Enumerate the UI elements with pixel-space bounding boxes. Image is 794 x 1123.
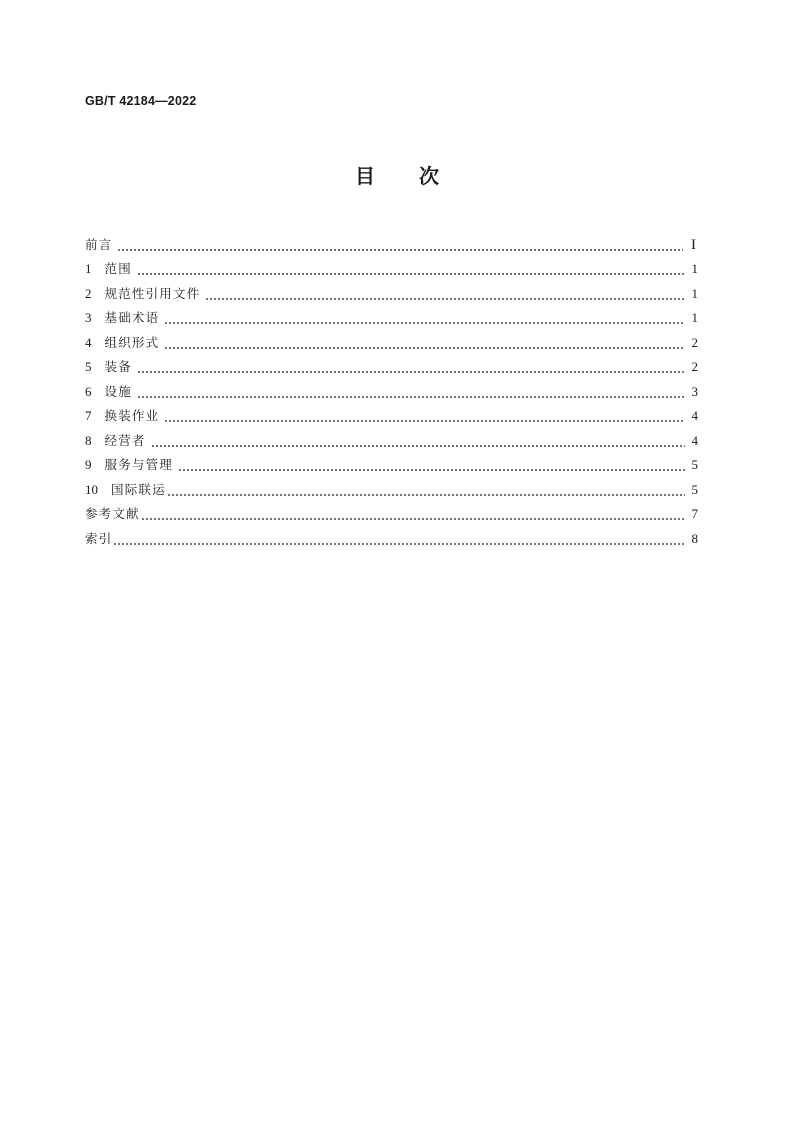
toc-entry-title: 国际联运 xyxy=(111,481,166,497)
toc-entry-4[interactable] xyxy=(85,326,698,351)
toc-entry-page: 1 xyxy=(691,285,698,301)
toc-entry-page: 3 xyxy=(691,383,698,399)
table-of-contents xyxy=(85,228,698,547)
toc-entry-number: 3 xyxy=(85,310,92,325)
toc-entry-number: 9 xyxy=(85,457,92,472)
toc-entry-page: I xyxy=(691,236,696,253)
toc-entry-page: 4 xyxy=(691,408,698,423)
page-title: 目次 xyxy=(355,164,483,188)
toc-entry-5[interactable] xyxy=(85,351,698,376)
toc-entry-2[interactable] xyxy=(85,277,698,302)
toc-entry-number: 8 xyxy=(85,432,92,448)
toc-entry-foreword[interactable] xyxy=(85,228,698,253)
toc-entry-title: 索引 xyxy=(85,530,113,546)
toc-entry-page: 5 xyxy=(691,481,698,497)
toc-entry-number: 10 xyxy=(85,481,98,497)
toc-entry-title: 换装作业 xyxy=(104,408,160,423)
toc-entry-6[interactable] xyxy=(85,375,698,400)
toc-entry-1[interactable] xyxy=(85,253,698,278)
document-number: GB/T 42184—2022 xyxy=(85,94,197,108)
toc-dot-leader xyxy=(137,263,685,277)
toc-entry-title: 前言 xyxy=(85,236,113,252)
toc-entry-number: 5 xyxy=(85,359,92,374)
toc-dot-leader xyxy=(113,533,685,547)
toc-entry-page: 1 xyxy=(691,310,698,325)
toc-dot-leader xyxy=(137,386,685,400)
toc-entry-title: 范围 xyxy=(104,261,132,276)
toc-entry-page: 7 xyxy=(691,506,698,521)
toc-entry-page: 4 xyxy=(691,432,698,448)
toc-entry-number: 6 xyxy=(85,383,92,399)
toc-dot-leader xyxy=(117,239,683,253)
toc-dot-leader xyxy=(164,312,685,326)
toc-entry-number: 7 xyxy=(85,408,92,423)
toc-entry-title: 规范性引用文件 xyxy=(104,285,201,301)
toc-entry-3[interactable] xyxy=(85,302,698,327)
toc-entry-index[interactable] xyxy=(85,522,698,547)
toc-entry-10[interactable] xyxy=(85,473,698,498)
toc-entry-page: 1 xyxy=(691,261,698,276)
toc-entry-page: 8 xyxy=(691,530,698,546)
toc-entry-9[interactable] xyxy=(85,449,698,474)
toc-entry-page: 2 xyxy=(691,334,698,350)
toc-entry-title: 经营者 xyxy=(104,432,146,448)
toc-dot-leader xyxy=(205,288,685,302)
toc-entry-page: 2 xyxy=(691,359,698,374)
toc-entry-title: 参考文献 xyxy=(85,506,140,521)
toc-entry-title: 组织形式 xyxy=(104,334,160,350)
toc-entry-number: 4 xyxy=(85,334,92,350)
toc-entry-title: 装备 xyxy=(104,359,132,374)
toc-dot-leader xyxy=(141,508,685,522)
toc-entry-7[interactable] xyxy=(85,400,698,425)
toc-entry-title: 基础术语 xyxy=(104,310,160,325)
toc-dot-leader xyxy=(137,361,685,375)
toc-entry-title: 服务与管理 xyxy=(104,457,174,472)
toc-dot-leader xyxy=(151,435,685,449)
toc-dot-leader xyxy=(164,337,685,351)
toc-entry-bibliography[interactable] xyxy=(85,498,698,523)
toc-dot-leader xyxy=(167,484,685,498)
toc-entry-page: 5 xyxy=(691,457,698,472)
toc-dot-leader xyxy=(178,459,685,473)
toc-entry-number: 1 xyxy=(85,261,92,276)
toc-dot-leader xyxy=(164,410,685,424)
toc-entry-number: 2 xyxy=(85,285,92,301)
toc-entry-title: 设施 xyxy=(104,383,132,399)
toc-entry-8[interactable] xyxy=(85,424,698,449)
